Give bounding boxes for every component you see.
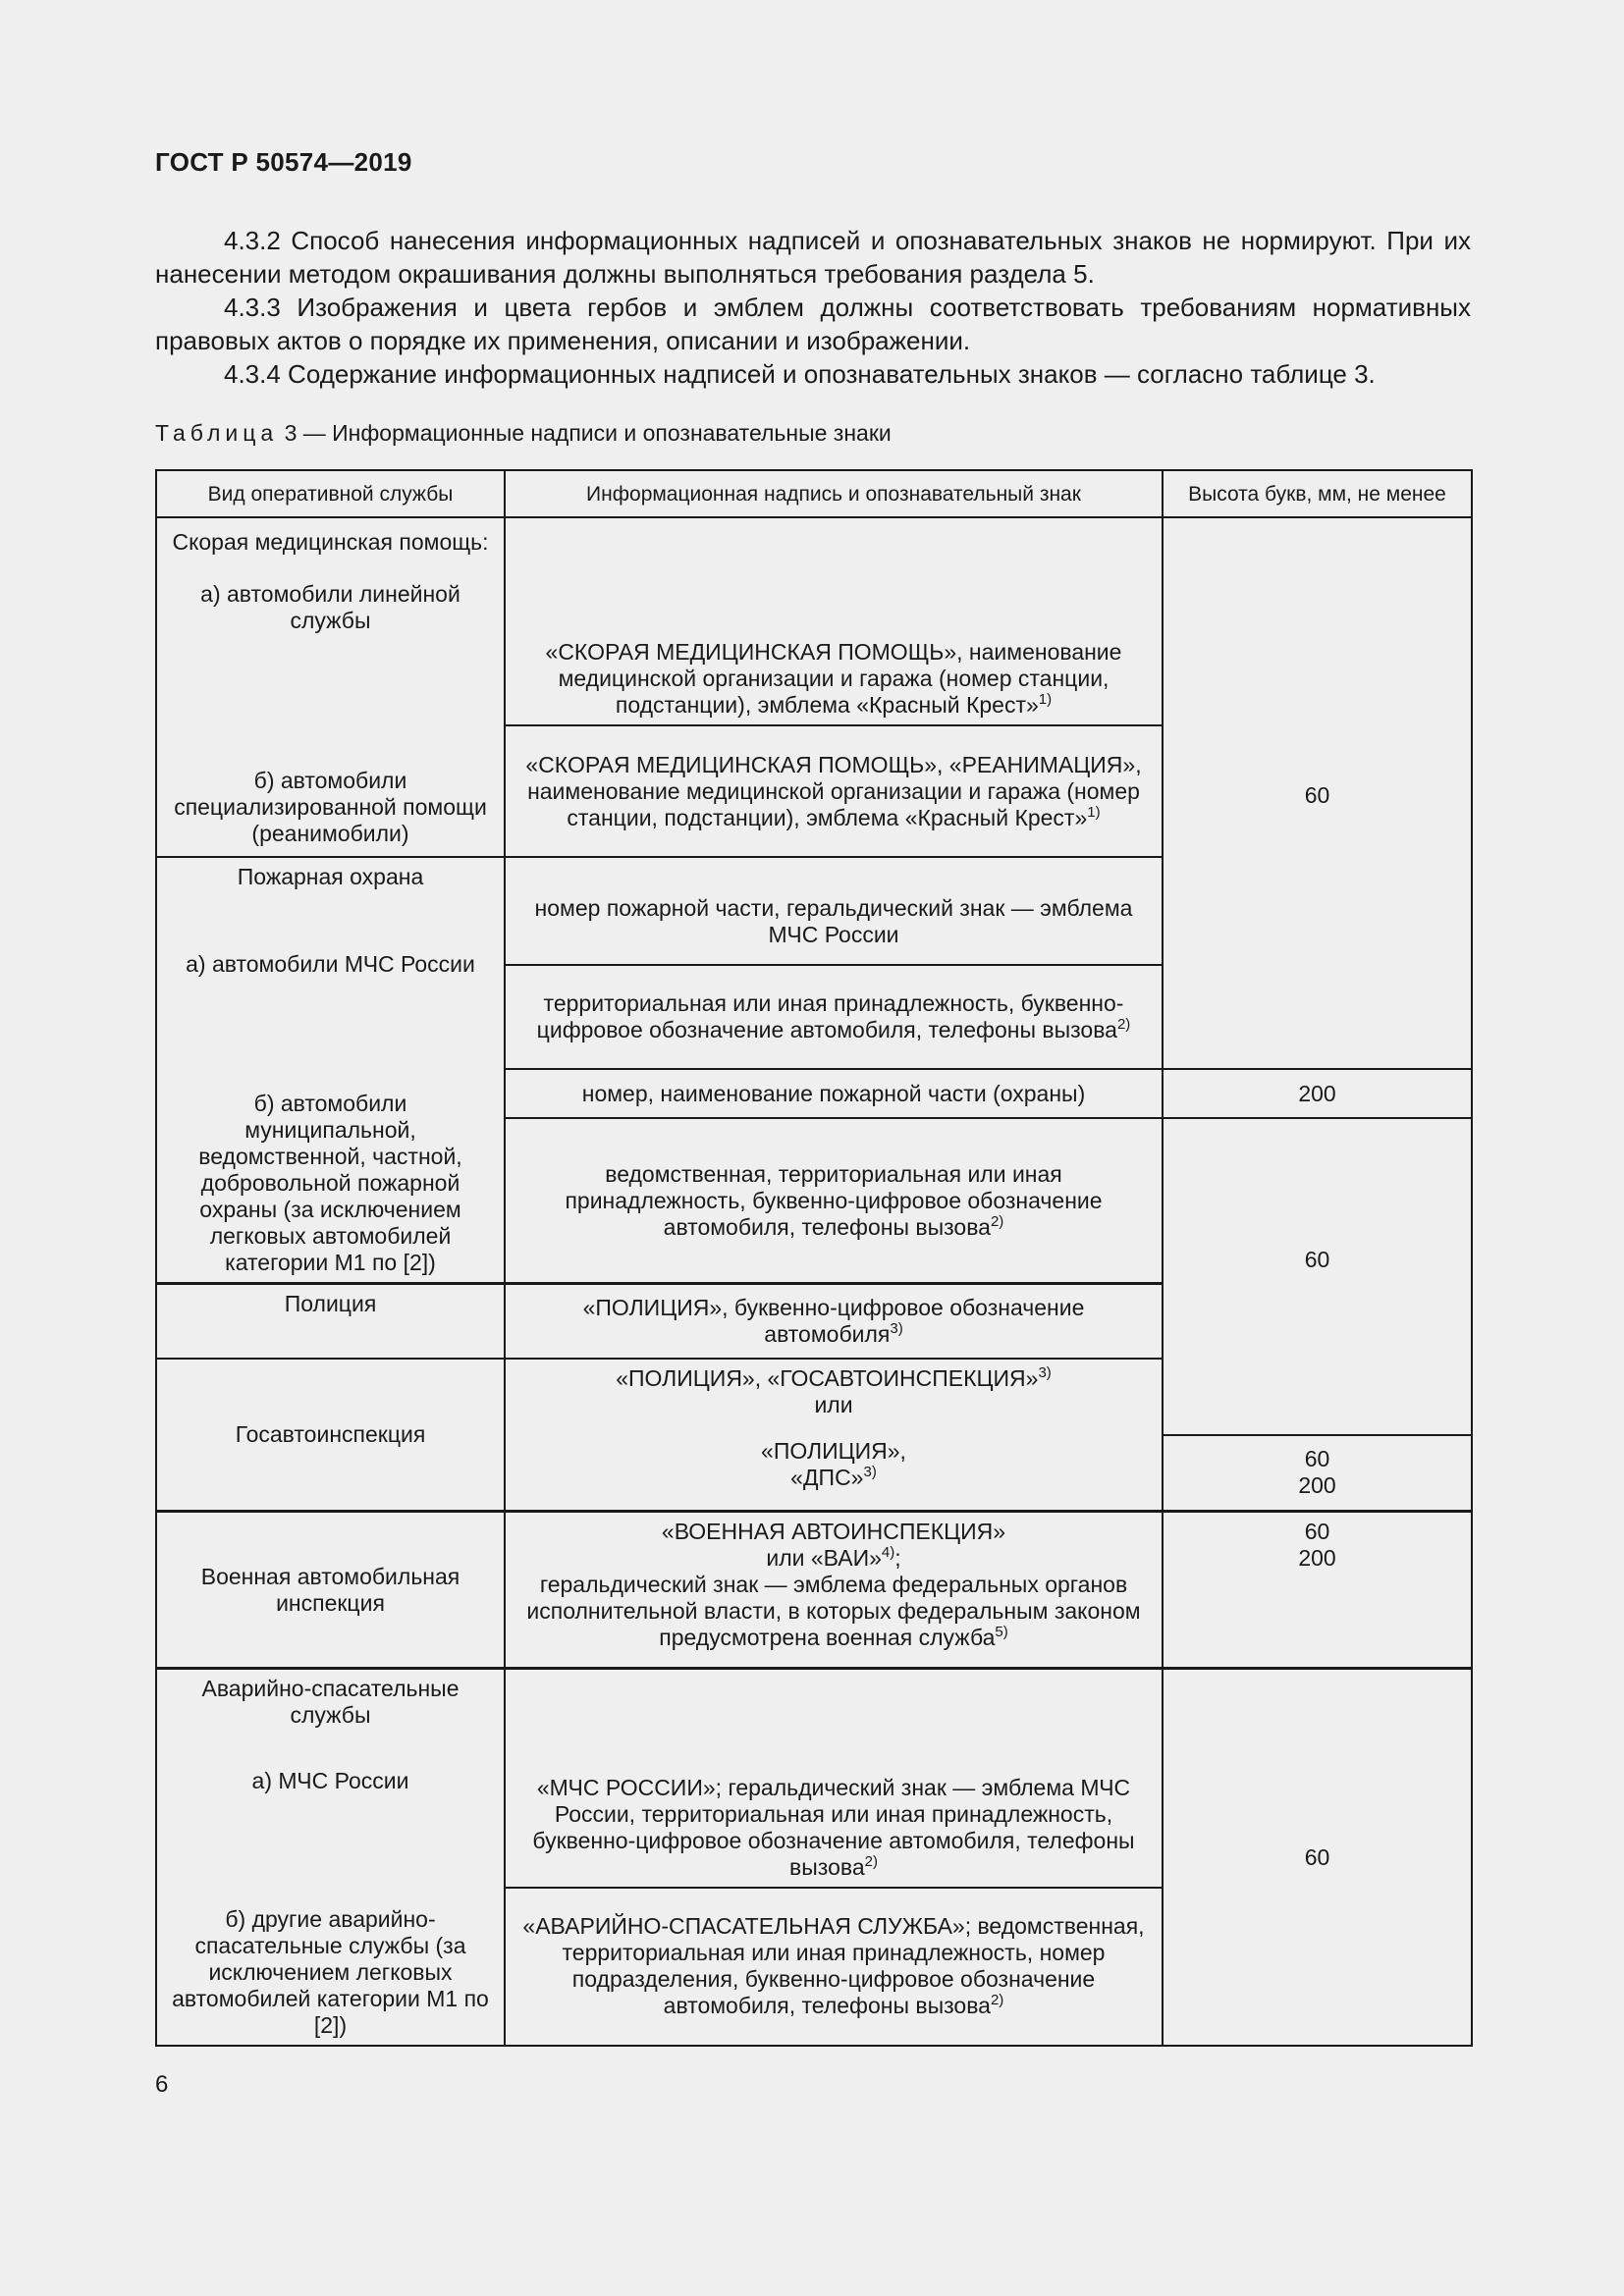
rescue-b-sign-cell <box>505 1888 1163 2046</box>
table-caption-text: 3 — Информационные надписи и опознавательные знаки <box>278 420 892 446</box>
height-cell-4 <box>1163 1435 1472 1512</box>
military-title: Военная автомобильная инспекция <box>200 1563 460 1616</box>
height-value: 60 <box>1304 1446 1330 1472</box>
fire-sign2: территориальная или иная принадлежность, буквенно-цифровое обозначение автомобиля, телефоны вызова <box>536 990 1124 1042</box>
height-cell-3 <box>1163 1118 1472 1435</box>
rescue-a-label: а) МЧС России <box>251 1768 409 1793</box>
paragraph-4-3-4: 4.3.4 Содержание информационных надписей и опознавательных знаков — согласно таблице 3. <box>224 359 1376 389</box>
military-sign-cell <box>505 1512 1163 1669</box>
fire-title: Пожарная охрана <box>237 864 424 889</box>
height-value: 60 <box>1304 1519 1330 1544</box>
footnote-ref: 5) <box>995 1624 1008 1640</box>
ambulance-a-label: а) автомобили линейной службы <box>200 581 460 633</box>
rescue-b-sign: «АВАРИЙНО-СПАСАТЕЛЬНАЯ СЛУЖБА»; ведомственная, территориальная или иная принадлежность, номер подразделения, буквенно-цифровое обозначение автомобиля, телефоны вызова <box>522 1913 1145 2019</box>
gai-sign-cell <box>505 1359 1163 1512</box>
paragraph-4-3-2: 4.3.2 Способ нанесения информационных надписей и опознавательных знаков не нормируют. При их нанесении методом окрашивания должны выполняться требования раздела 5. <box>155 226 1471 289</box>
fire-sign4-cell <box>505 1118 1163 1284</box>
footnote-ref: 2) <box>864 1852 878 1870</box>
fire-sign2-cell <box>505 965 1163 1069</box>
military-line2-end: ; <box>894 1545 901 1571</box>
header-inscription: Информационная надпись и опознавательный знак <box>505 470 1163 517</box>
footnote-ref: 1) <box>1087 803 1101 821</box>
document-header: ГОСТ Р 50574—2019 <box>155 147 412 177</box>
footnote-ref: 4) <box>881 1544 895 1561</box>
fire-service-cell <box>156 857 505 1284</box>
military-line3: геральдический знак — эмблема федеральных органов исполнительной власти, в которых федеральным законом предусмотрена военная служба <box>526 1572 1141 1650</box>
gai-sign1: «ПОЛИЦИЯ», «ГОСАВТОИНСПЕКЦИЯ» <box>616 1364 1039 1391</box>
rescue-service-cell <box>156 1669 505 2047</box>
header-letter-height: Высота букв, мм, не менее <box>1163 470 1472 517</box>
gai-or: или <box>814 1391 853 1417</box>
gai-sign1-line <box>519 1365 1148 1392</box>
ambulance-service-cell <box>156 523 505 857</box>
police-sign-cell <box>505 1284 1163 1359</box>
footnote-ref: 2) <box>990 1212 1004 1230</box>
table-caption-label: Таблица <box>155 420 279 446</box>
ambulance-a-sign-cell <box>505 523 1163 725</box>
page-number: 6 <box>155 2071 169 2098</box>
ambulance-title: Скорая медицинская помощь: <box>172 529 489 555</box>
gai-sign2b-line <box>519 1465 1148 1491</box>
fire-sign1-cell <box>505 857 1163 965</box>
rescue-a-sign: «МЧС РОССИИ»; геральдический знак — эмблема МЧС России, территориальная или иная принадлежность, буквенно-цифровое обозначение автомобиля, телефоны вызова <box>532 1774 1135 1880</box>
police-service-cell <box>156 1284 505 1359</box>
footnote-ref: 1) <box>1038 691 1053 708</box>
military-line2-text: или «ВАИ» <box>766 1545 882 1571</box>
rescue-title: Аварийно-спасательные службы <box>201 1676 460 1728</box>
footnote-ref: 3) <box>1038 1363 1052 1381</box>
gai-service-cell <box>156 1359 505 1512</box>
military-service-cell <box>156 1512 505 1669</box>
fire-b-label: б) автомобили муниципальной, ведомственной, частной, добровольной пожарной охраны (за исключением легковых автомобилей категории М1 по [2]) <box>198 1091 462 1275</box>
signs-table <box>155 469 1473 2047</box>
rescue-a-sign-cell <box>505 1669 1163 1888</box>
gai-sign2b: «ДПС» <box>790 1464 864 1490</box>
ambulance-a-sign: «СКОРАЯ МЕДИЦИНСКАЯ ПОМОЩЬ», наименование медицинской организации и гаража (номер станции, подстанции), эмблема «Красный Крест» <box>545 639 1122 718</box>
height-cell-1 <box>1163 523 1472 1069</box>
footnote-ref: 3) <box>863 1463 877 1480</box>
police-title: Полиция <box>284 1291 377 1316</box>
height-value: 200 <box>1298 1080 1336 1106</box>
header-service-type: Вид оперативной службы <box>156 470 505 517</box>
height-value: 200 <box>1298 1545 1336 1571</box>
fire-sign3: номер, наименование пожарной части (охраны) <box>581 1080 1086 1106</box>
body-paragraphs <box>155 224 1471 391</box>
height-cell-6 <box>1163 1669 1472 2047</box>
fire-sign3-cell <box>505 1069 1163 1118</box>
ambulance-b-label: б) автомобили специализированной помощи (реанимобили) <box>174 768 487 846</box>
height-value: 60 <box>1304 1246 1330 1272</box>
table-row <box>156 523 1472 725</box>
footnote-ref: 2) <box>1116 1016 1131 1033</box>
gai-title: Госавтоинспекция <box>235 1420 426 1447</box>
police-sign: «ПОЛИЦИЯ», буквенно-цифровое обозначение автомобиля <box>582 1294 1085 1347</box>
height-cell-2 <box>1163 1069 1472 1118</box>
fire-a-label: а) автомобили МЧС России <box>186 951 475 977</box>
military-line1: «ВОЕННАЯ АВТОИНСПЕКЦИЯ» <box>661 1519 1006 1544</box>
height-value: 200 <box>1298 1472 1336 1499</box>
paragraph-4-3-3: 4.3.3 Изображения и цвета гербов и эмблем должны соответствовать требованиям нормативных правовых актов о порядке их применения, описании и изображении. <box>155 293 1471 355</box>
height-cell-5 <box>1163 1512 1472 1669</box>
footnote-ref: 2) <box>990 1992 1004 2009</box>
ambulance-b-sign: «СКОРАЯ МЕДИЦИНСКАЯ ПОМОЩЬ», «РЕАНИМАЦИЯ», наименование медицинской организации и гаража (номер станции, подстанции), эмблема «Красный Крест» <box>525 751 1142 830</box>
military-line2 <box>519 1545 1148 1572</box>
height-value: 60 <box>1304 1843 1330 1870</box>
fire-sign1: номер пожарной части, геральдический знак — эмблема МЧС России <box>534 895 1133 947</box>
table-row <box>156 1512 1472 1669</box>
table-caption <box>155 420 892 447</box>
footnote-ref: 3) <box>890 1319 903 1337</box>
table-row <box>156 1669 1472 1888</box>
fire-sign4: ведомственная, территориальная или иная принадлежность, буквенно-цифровое обозначение автомобиля, телефоны вызова <box>565 1160 1103 1240</box>
rescue-b-label: б) другие аварийно-спасательные службы (за исключением легковых автомобилей категории М1 по [2]) <box>172 1906 489 2038</box>
gai-sign2a: «ПОЛИЦИЯ», <box>761 1437 906 1464</box>
height-value: 60 <box>1304 782 1330 808</box>
table-header-row <box>156 470 1472 517</box>
ambulance-b-sign-cell <box>505 725 1163 857</box>
